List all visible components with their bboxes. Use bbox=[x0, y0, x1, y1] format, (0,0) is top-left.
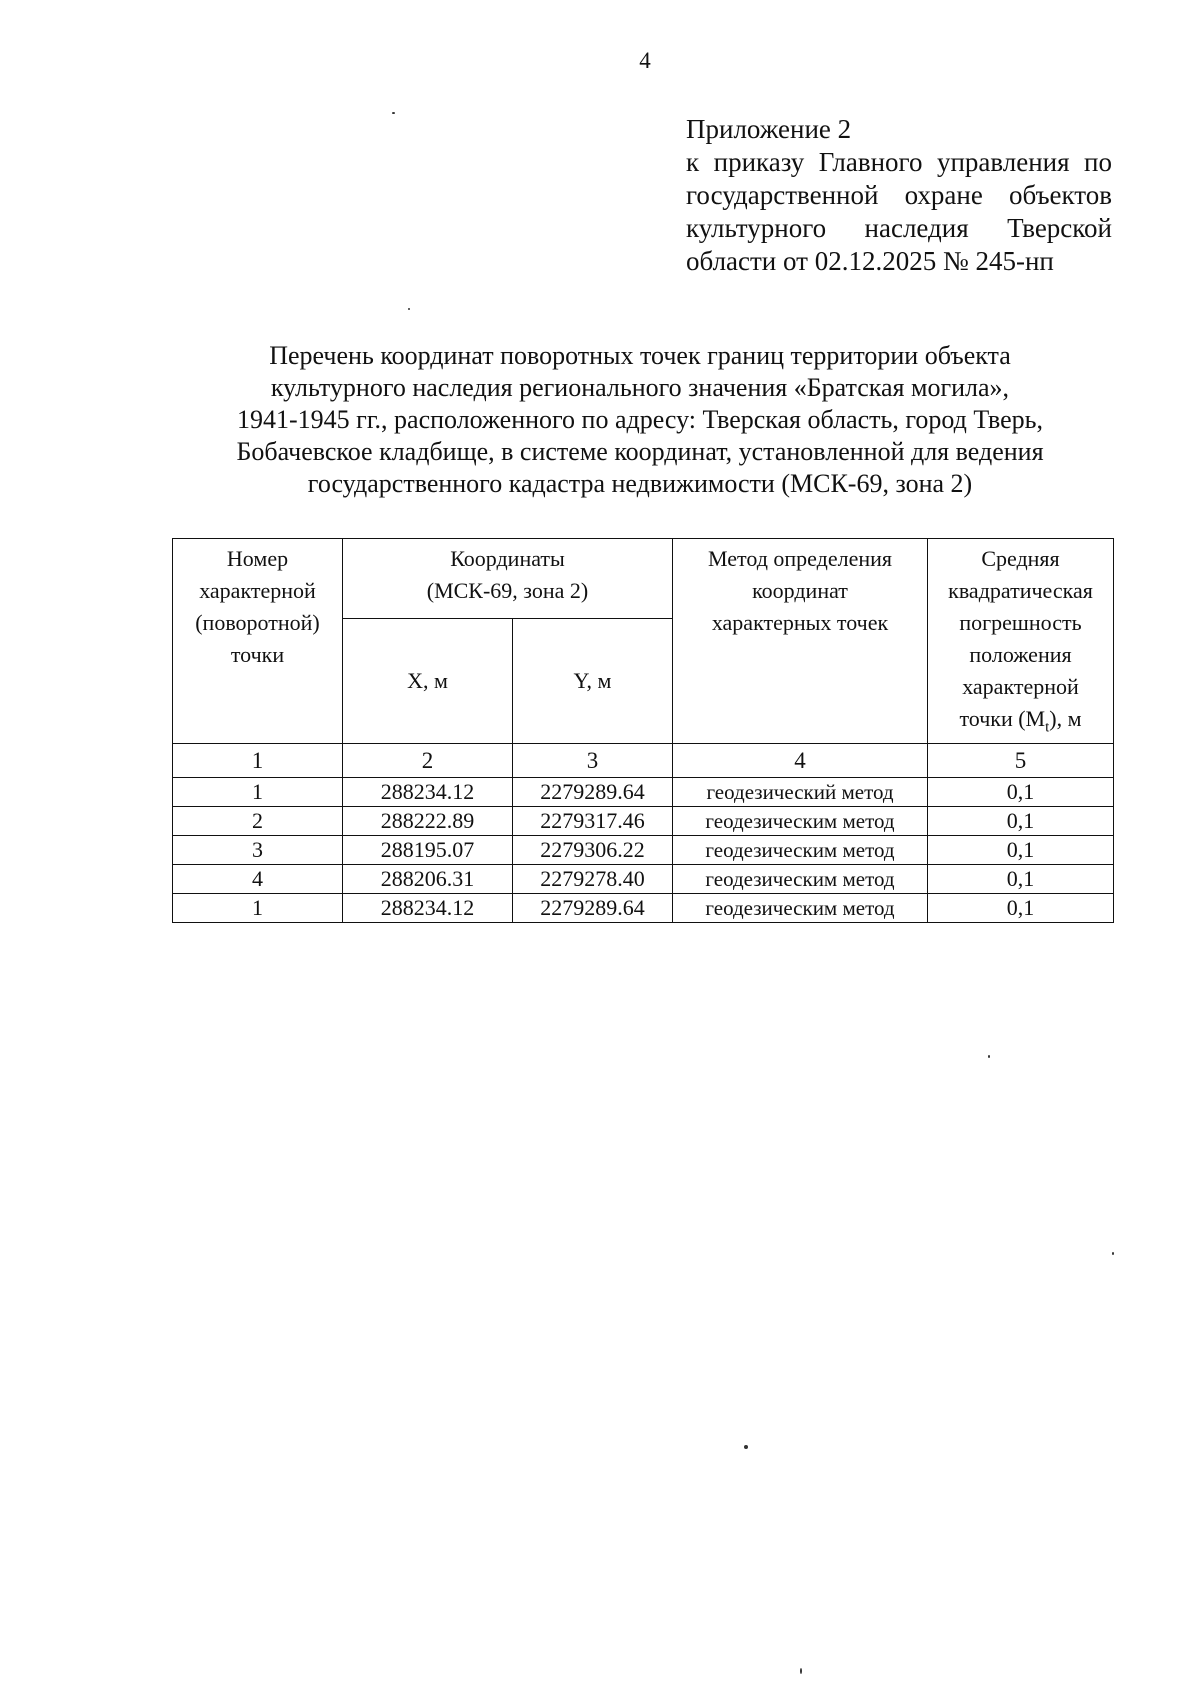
header-line: (МСК-69, зона 2) bbox=[426, 578, 589, 603]
cell-x: 288195.07 bbox=[343, 836, 513, 865]
cell-y: 2279289.64 bbox=[513, 894, 673, 923]
header-line: Номер bbox=[226, 546, 289, 571]
cell-method: геодезическим метод bbox=[673, 865, 928, 894]
column-number: 2 bbox=[343, 744, 513, 778]
header-line: Средняя bbox=[981, 546, 1060, 571]
header-line: Метод определения bbox=[707, 546, 893, 571]
cell-error: 0,1 bbox=[928, 778, 1114, 807]
appendix-line: к приказу Главного управления по bbox=[686, 147, 1112, 177]
coordinates-table bbox=[172, 538, 1114, 923]
appendix-block bbox=[686, 113, 1112, 278]
header-method bbox=[673, 539, 928, 744]
appendix-line: области от 02.12.2025 № 245-нп bbox=[686, 246, 1054, 276]
cell-y: 2279278.40 bbox=[513, 865, 673, 894]
cell-x: 288206.31 bbox=[343, 865, 513, 894]
cell-method: геодезическим метод bbox=[673, 894, 928, 923]
header-error bbox=[928, 539, 1114, 744]
table-row bbox=[173, 778, 1114, 807]
header-line: характерной bbox=[199, 578, 316, 603]
scan-speck bbox=[1112, 1252, 1114, 1255]
header-line: координат bbox=[752, 578, 848, 603]
appendix-line: Приложение 2 bbox=[686, 114, 852, 144]
header-point-number bbox=[173, 539, 343, 744]
title-line: 1941-1945 гг., расположенного по адресу: Тверская область, город Тверь, bbox=[237, 405, 1043, 434]
header-line: характерной bbox=[962, 674, 1079, 699]
title-line: Бобачевское кладбище, в системе координат, установленной для ведения bbox=[236, 437, 1044, 466]
table-row bbox=[173, 807, 1114, 836]
header-line: характерных точек bbox=[711, 610, 889, 635]
document-title bbox=[170, 340, 1110, 500]
appendix-line: культурного наследия Тверской bbox=[686, 213, 1112, 243]
cell-y: 2279306.22 bbox=[513, 836, 673, 865]
cell-x: 288234.12 bbox=[343, 778, 513, 807]
cell-error: 0,1 bbox=[928, 836, 1114, 865]
column-numbering-row bbox=[173, 744, 1114, 778]
column-number: 1 bbox=[173, 744, 343, 778]
scan-speck bbox=[988, 1055, 990, 1058]
column-number: 3 bbox=[513, 744, 673, 778]
header-line: (поворотной) bbox=[195, 610, 320, 635]
header-line: точки $(M_t)$, м bbox=[959, 706, 1082, 736]
header-y: Y, м bbox=[513, 619, 673, 744]
scan-speck bbox=[392, 112, 395, 114]
column-number: 4 bbox=[673, 744, 928, 778]
cell-error: 0,1 bbox=[928, 865, 1114, 894]
cell-method: геодезический метод bbox=[673, 778, 928, 807]
cell-point: 3 bbox=[173, 836, 343, 865]
cell-point: 4 bbox=[173, 865, 343, 894]
header-x: X, м bbox=[343, 619, 513, 744]
column-number: 5 bbox=[928, 744, 1114, 778]
table-row bbox=[173, 865, 1114, 894]
cell-x: 288234.12 bbox=[343, 894, 513, 923]
table-row bbox=[173, 894, 1114, 923]
cell-error: 0,1 bbox=[928, 807, 1114, 836]
cell-error: 0,1 bbox=[928, 894, 1114, 923]
scan-speck bbox=[744, 1445, 748, 1449]
appendix-line: государственной охране объектов bbox=[686, 180, 1112, 210]
cell-method: геодезическим метод bbox=[673, 807, 928, 836]
cell-point: 1 bbox=[173, 778, 343, 807]
cell-method: геодезическим метод bbox=[673, 836, 928, 865]
title-line: Перечень координат поворотных точек границ территории объекта bbox=[269, 341, 1011, 370]
page-number: 4 bbox=[639, 48, 651, 73]
header-line: погрешность bbox=[959, 610, 1082, 635]
scan-speck bbox=[800, 1668, 802, 1674]
title-line: государственного кадастра недвижимости (МСК-69, зона 2) bbox=[307, 469, 973, 498]
cell-point: 1 bbox=[173, 894, 343, 923]
cell-x: 288222.89 bbox=[343, 807, 513, 836]
table-row bbox=[173, 836, 1114, 865]
cell-point: 2 bbox=[173, 807, 343, 836]
header-line: квадратическая bbox=[948, 578, 1093, 603]
header-coordinates bbox=[343, 539, 673, 619]
scan-speck bbox=[408, 308, 410, 310]
cell-y: 2279289.64 bbox=[513, 778, 673, 807]
cell-y: 2279317.46 bbox=[513, 807, 673, 836]
title-line: культурного наследия регионального значения «Братская могила», bbox=[270, 373, 1010, 402]
header-line: положения bbox=[969, 642, 1072, 667]
header-line: точки bbox=[230, 642, 285, 667]
header-line: Координаты bbox=[450, 546, 565, 571]
